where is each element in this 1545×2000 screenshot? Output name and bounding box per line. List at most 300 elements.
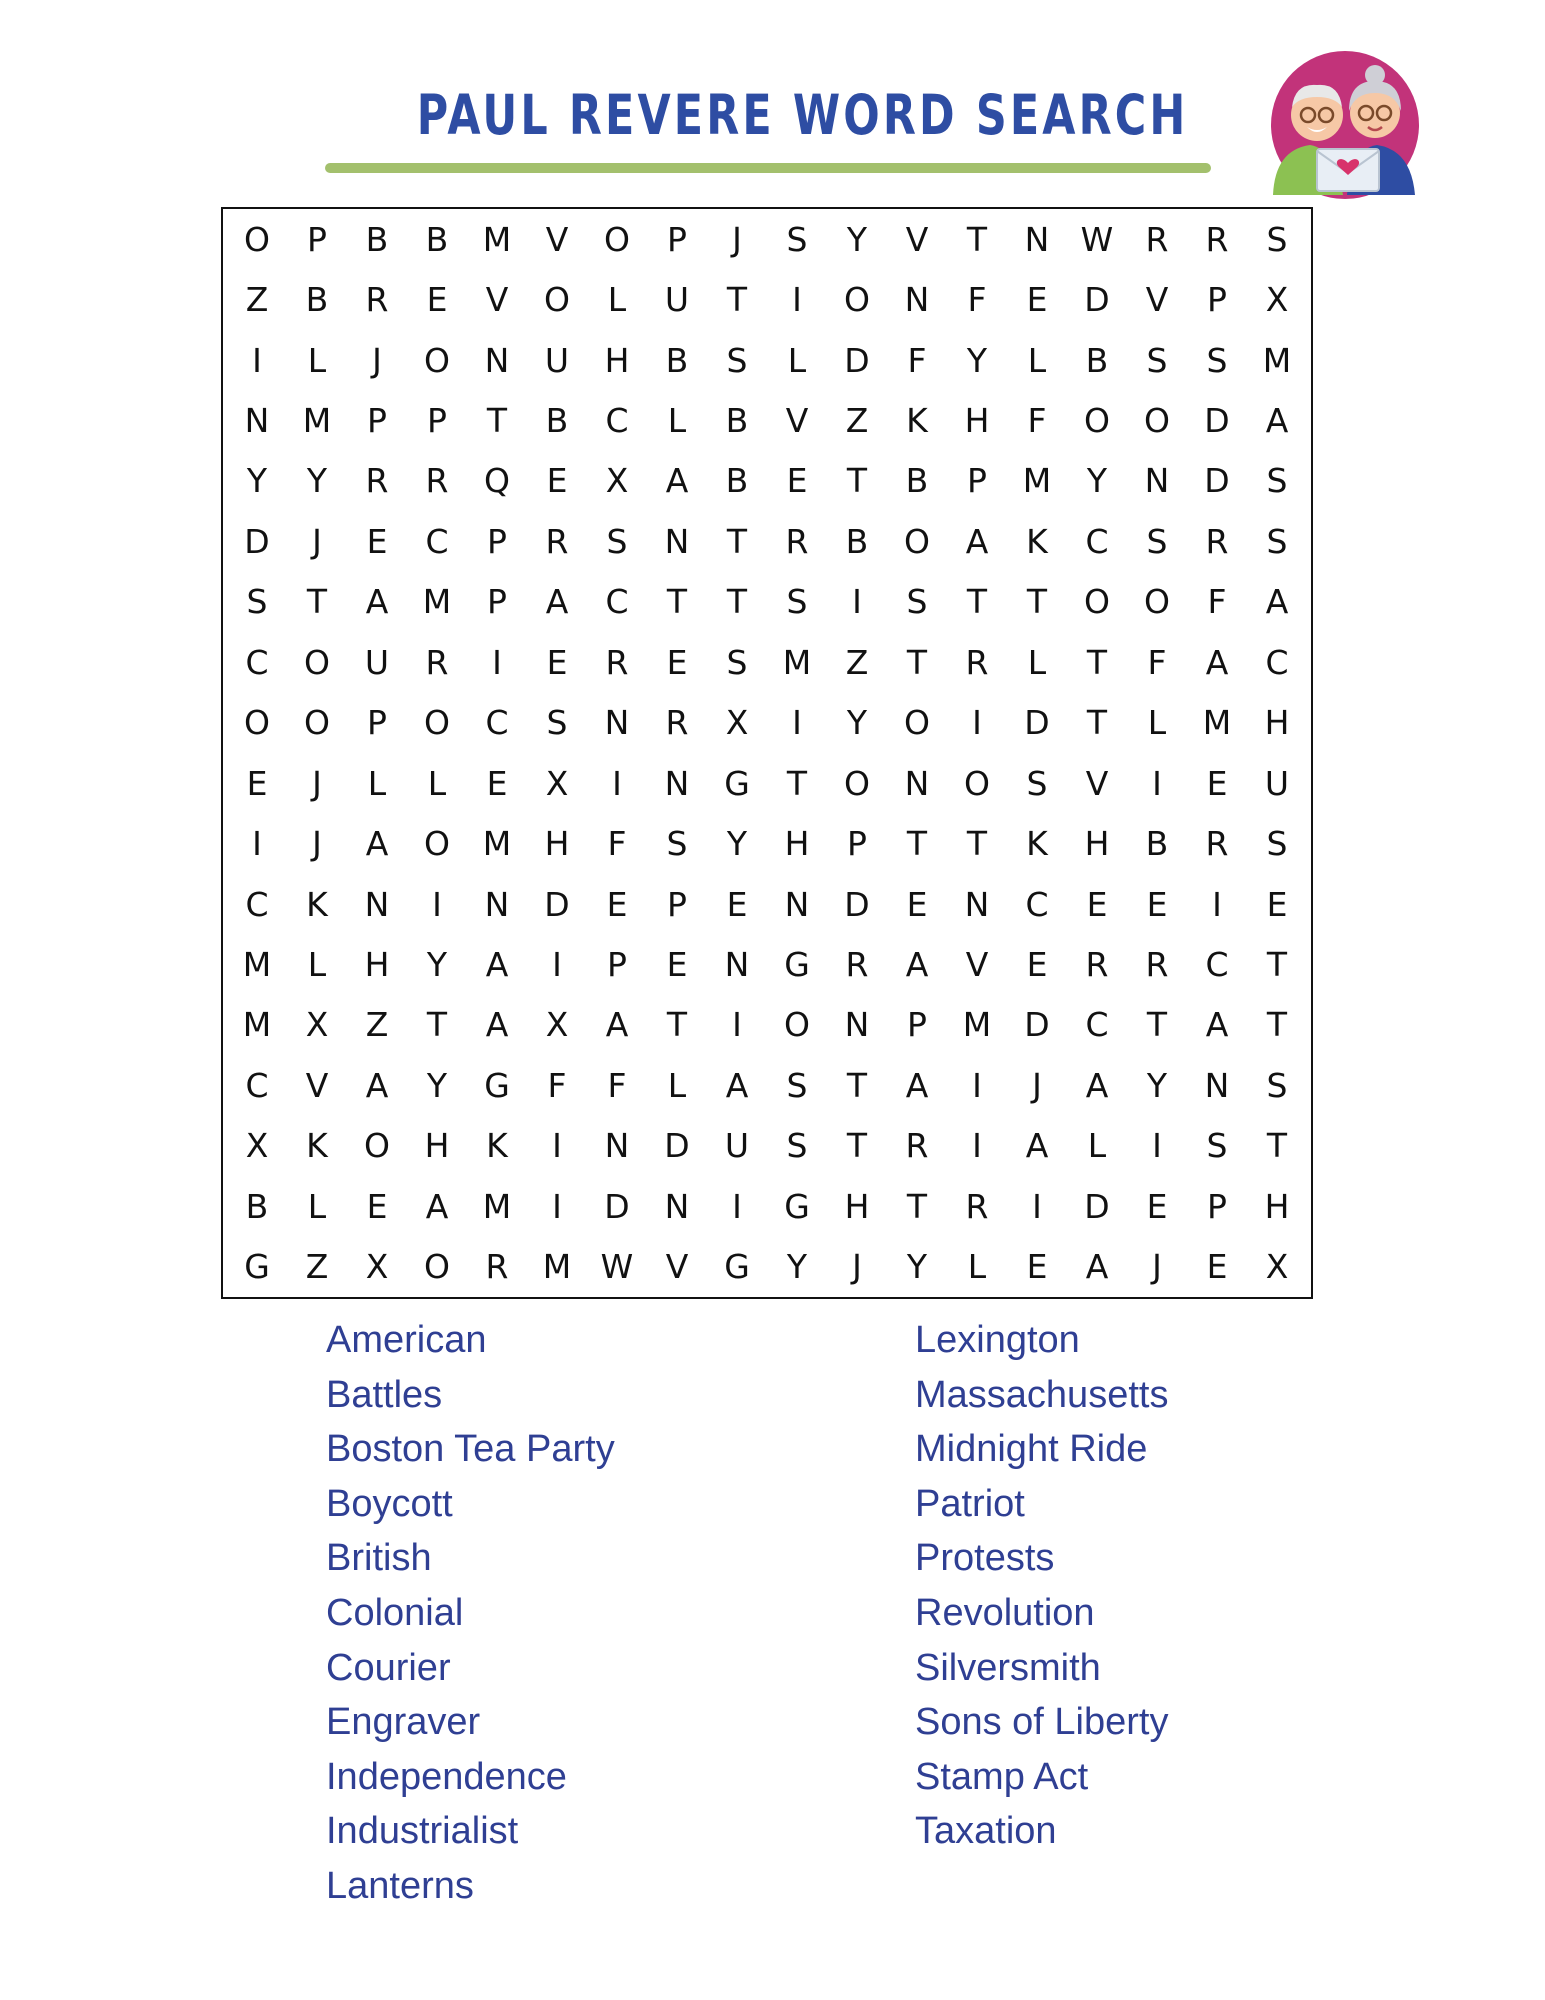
grid-letter: T xyxy=(846,461,868,501)
grid-letter: Y xyxy=(1086,461,1108,501)
grid-letter: O xyxy=(424,1247,450,1287)
grid-letter: R xyxy=(1145,219,1169,259)
grid-letter: S xyxy=(606,521,628,561)
grid-letter: N xyxy=(844,1005,870,1045)
grid-letter: O xyxy=(304,642,330,682)
grid-letter: R xyxy=(665,703,689,743)
grid-letter: T xyxy=(1266,945,1288,985)
grid-letter: X xyxy=(305,1005,329,1045)
grid-letter: B xyxy=(425,219,449,259)
grid-letter: L xyxy=(427,763,447,803)
grid-letter: M xyxy=(1262,340,1292,380)
grid-letter: B xyxy=(725,401,749,441)
grid-letter: N xyxy=(904,280,930,320)
grid-letter: O xyxy=(304,703,330,743)
word-list-item: Boycott xyxy=(326,1482,453,1525)
grid-letter: N xyxy=(604,703,630,743)
grid-letter: I xyxy=(972,703,982,743)
grid-letter: B xyxy=(245,1186,269,1226)
grid-letter: E xyxy=(246,763,268,803)
grid-letter: R xyxy=(605,642,629,682)
grid-letter: A xyxy=(545,582,569,622)
grid-letter: T xyxy=(666,582,688,622)
grid-letter: O xyxy=(1084,401,1110,441)
word-search-grid xyxy=(221,207,1313,1299)
grid-letter: E xyxy=(726,884,748,924)
grid-letter: N xyxy=(604,1126,630,1166)
word-list-item: Massachusetts xyxy=(915,1373,1169,1416)
grid-letter: O xyxy=(424,703,450,743)
grid-letter: P xyxy=(367,401,387,441)
grid-letter: T xyxy=(426,1005,448,1045)
grid-letter: M xyxy=(782,642,812,682)
grid-letter: T xyxy=(786,763,808,803)
grid-letter: L xyxy=(1147,703,1167,743)
grid-letter: A xyxy=(365,582,389,622)
grid-letter: A xyxy=(1205,642,1229,682)
grid-letter: R xyxy=(425,461,449,501)
grid-letter: E xyxy=(666,945,688,985)
word-list-item: Colonial xyxy=(326,1591,464,1634)
grid-letter: N xyxy=(904,763,930,803)
grid-letter: B xyxy=(665,340,689,380)
grid-letter: S xyxy=(1266,521,1288,561)
grid-letter: T xyxy=(906,824,928,864)
grid-letter: B xyxy=(1145,824,1169,864)
grid-letter: L xyxy=(667,401,687,441)
grid-letter: J xyxy=(1032,1065,1042,1105)
grid-letter: C xyxy=(1265,642,1289,682)
grid-letter: E xyxy=(906,884,928,924)
grid-letter: P xyxy=(487,582,507,622)
grid-letter: R xyxy=(1205,824,1229,864)
grid-letter: O xyxy=(904,521,930,561)
grid-letter: O xyxy=(1084,582,1110,622)
grid-letter: D xyxy=(1204,401,1230,441)
grid-letter: U xyxy=(664,280,690,320)
grid-letter: H xyxy=(1084,824,1110,864)
grid-letter: H xyxy=(844,1186,870,1226)
grid-letter: S xyxy=(786,1065,808,1105)
grid-letter: O xyxy=(784,1005,810,1045)
grid-letter: A xyxy=(905,1065,929,1105)
grid-letter: B xyxy=(845,521,869,561)
word-list-right xyxy=(915,1313,1168,1859)
grid-letter: R xyxy=(845,945,869,985)
grid-letter: I xyxy=(972,1065,982,1105)
word-list-item: American xyxy=(326,1319,487,1361)
grid-letter: Y xyxy=(246,461,268,501)
grid-letter: T xyxy=(726,280,748,320)
grid-letter: S xyxy=(1266,1065,1288,1105)
grid-letter: P xyxy=(487,521,507,561)
word-list-item: Engraver xyxy=(326,1701,481,1744)
grid-letter: R xyxy=(1145,945,1169,985)
grid-letter: E xyxy=(546,642,568,682)
grid-letter: O xyxy=(424,340,450,380)
grid-letter: T xyxy=(966,582,988,622)
grid-letter: C xyxy=(425,521,449,561)
word-list-item: Boston Tea Party xyxy=(326,1428,615,1471)
grid-letter: E xyxy=(1026,945,1048,985)
grid-letter: U xyxy=(1264,763,1290,803)
grid-letter: O xyxy=(844,763,870,803)
grid-letter: R xyxy=(485,1247,509,1287)
grid-letter: O xyxy=(904,703,930,743)
grid-letter: O xyxy=(1144,582,1170,622)
grid-letter: P xyxy=(1207,1186,1227,1226)
grid-letter: V xyxy=(1085,763,1109,803)
grid-letter: Y xyxy=(786,1247,808,1287)
grid-letter: B xyxy=(725,461,749,501)
grid-letter: A xyxy=(725,1065,749,1105)
grid-letter: L xyxy=(1027,642,1047,682)
grid-letter: G xyxy=(244,1247,270,1287)
grid-letter: H xyxy=(784,824,810,864)
grid-letter: T xyxy=(306,582,328,622)
grid-letter: K xyxy=(306,1126,328,1166)
grid-letter: Y xyxy=(426,1065,448,1105)
word-list-item: Independence xyxy=(326,1755,567,1798)
grid-letter: M xyxy=(1022,461,1052,501)
grid-letter: N xyxy=(664,763,690,803)
grid-letter: H xyxy=(604,340,630,380)
grid-letter: T xyxy=(1266,1005,1288,1045)
grid-letter: N xyxy=(1204,1065,1230,1105)
grid-letter: X xyxy=(245,1126,269,1166)
grid-letter: A xyxy=(485,945,509,985)
grid-letter: N xyxy=(244,401,270,441)
grid-letter: Y xyxy=(846,219,868,259)
grid-letter: Z xyxy=(845,401,869,441)
grid-letter: B xyxy=(905,461,929,501)
grid-letter: E xyxy=(1206,1247,1228,1287)
grid-letter: S xyxy=(1146,340,1168,380)
grid-letter: M xyxy=(482,219,512,259)
word-list-item: Sons of Liberty xyxy=(915,1701,1169,1744)
grid-letter: C xyxy=(485,703,509,743)
grid-letter: E xyxy=(606,884,628,924)
grid-letter: S xyxy=(1206,1126,1228,1166)
grid-letter: S xyxy=(246,582,268,622)
grid-letter: M xyxy=(482,1186,512,1226)
grid-letter: C xyxy=(245,1065,269,1105)
word-list-item: Stamp Act xyxy=(915,1755,1089,1798)
grid-letter: U xyxy=(364,642,390,682)
grid-letter: O xyxy=(964,763,990,803)
grid-letter: F xyxy=(907,340,927,380)
grid-letter: Q xyxy=(484,461,510,501)
grid-letter: T xyxy=(966,824,988,864)
grid-letter: S xyxy=(666,824,688,864)
grid-letter: I xyxy=(1152,763,1162,803)
grid-letter: N xyxy=(724,945,750,985)
grid-letter: I xyxy=(612,763,622,803)
grid-letter: I xyxy=(732,1186,742,1226)
grid-letter: T xyxy=(1026,582,1048,622)
grid-letter: F xyxy=(607,824,627,864)
grid-letter: S xyxy=(726,340,748,380)
grid-letter: N xyxy=(664,521,690,561)
grid-letter: R xyxy=(905,1126,929,1166)
grid-letter: L xyxy=(1087,1126,1107,1166)
grid-letter: A xyxy=(965,521,989,561)
grid-letter: E xyxy=(1266,884,1288,924)
grid-letter: T xyxy=(726,582,748,622)
grid-letter: H xyxy=(964,401,990,441)
grid-letter: M xyxy=(242,1005,272,1045)
grid-letter: R xyxy=(365,461,389,501)
grid-letter: S xyxy=(1266,824,1288,864)
grid-letter: J xyxy=(1152,1247,1162,1287)
grid-letter: E xyxy=(786,461,808,501)
grid-letter: V xyxy=(665,1247,689,1287)
grid-letter: O xyxy=(244,703,270,743)
grid-letter: I xyxy=(1032,1186,1042,1226)
grid-letter: A xyxy=(1265,582,1289,622)
grid-letter: R xyxy=(1205,521,1229,561)
grid-letter: M xyxy=(422,582,452,622)
grid-letter: R xyxy=(965,642,989,682)
title-underline xyxy=(325,163,1211,173)
grid-letter: R xyxy=(1205,219,1229,259)
grid-letter: G xyxy=(784,1186,810,1226)
grid-letter: C xyxy=(1025,884,1049,924)
word-list-item: British xyxy=(326,1537,432,1580)
grid-letter: P xyxy=(307,219,327,259)
grid-letter: A xyxy=(1205,1005,1229,1045)
grid-letter: N xyxy=(484,884,510,924)
grid-letter: D xyxy=(1204,461,1230,501)
grid-letter: M xyxy=(482,824,512,864)
grid-letter: V xyxy=(785,401,809,441)
grid-letter: S xyxy=(1266,461,1288,501)
grid-letter: M xyxy=(242,945,272,985)
grid-letter: E xyxy=(546,461,568,501)
grid-letter: E xyxy=(1146,1186,1168,1226)
grid-letter: K xyxy=(306,884,328,924)
grid-letter: S xyxy=(786,219,808,259)
grid-letter: K xyxy=(1026,824,1048,864)
grid-letter: S xyxy=(1206,340,1228,380)
grid-letter: H xyxy=(424,1126,450,1166)
grid-letter: E xyxy=(666,642,688,682)
grid-letter: C xyxy=(245,884,269,924)
grid-letter: Y xyxy=(966,340,988,380)
grid-letter: I xyxy=(432,884,442,924)
grid-letter: Y xyxy=(906,1247,928,1287)
grid-letter: J xyxy=(312,763,322,803)
grid-letter: G xyxy=(484,1065,510,1105)
grid-letter: L xyxy=(967,1247,987,1287)
grid-letter: O xyxy=(604,219,630,259)
grid-letter: S xyxy=(786,1126,808,1166)
grid-letter: S xyxy=(1266,219,1288,259)
grid-letter: P xyxy=(667,884,687,924)
grid-letter: O xyxy=(424,824,450,864)
grid-letter: T xyxy=(726,521,748,561)
grid-letter: T xyxy=(1266,1126,1288,1166)
grid-letter: E xyxy=(366,1186,388,1226)
grid-letter: M xyxy=(962,1005,992,1045)
grid-letter: A xyxy=(1085,1247,1109,1287)
grid-letter: X xyxy=(725,703,749,743)
grid-letter: A xyxy=(425,1186,449,1226)
grid-letter: A xyxy=(1085,1065,1109,1105)
grid-letter: C xyxy=(605,582,629,622)
grid-letter: L xyxy=(307,945,327,985)
grid-letter: D xyxy=(1024,703,1050,743)
grid-letter: X xyxy=(365,1247,389,1287)
grid-letter: N xyxy=(1024,219,1050,259)
grid-letter: W xyxy=(1080,219,1114,259)
grid-letter: A xyxy=(485,1005,509,1045)
grid-letter: P xyxy=(367,703,387,743)
grid-letter: I xyxy=(792,280,802,320)
grid-letter: I xyxy=(852,582,862,622)
grid-letter: I xyxy=(492,642,502,682)
grid-letter: T xyxy=(486,401,508,441)
grid-letter: V xyxy=(545,219,569,259)
grid-letter: V xyxy=(965,945,989,985)
grid-letter: H xyxy=(364,945,390,985)
grid-letter: P xyxy=(967,461,987,501)
grid-letter: I xyxy=(1212,884,1222,924)
grid-letter: C xyxy=(1085,1005,1109,1045)
grid-letter: E xyxy=(486,763,508,803)
word-list-item: Protests xyxy=(915,1537,1055,1580)
grid-letter: C xyxy=(245,642,269,682)
grid-letter: F xyxy=(607,1065,627,1105)
grid-letter: C xyxy=(1085,521,1109,561)
grid-letter: I xyxy=(552,1186,562,1226)
grid-letter: O xyxy=(364,1126,390,1166)
grid-letter: T xyxy=(846,1126,868,1166)
grid-letter: B xyxy=(305,280,329,320)
grid-letter: D xyxy=(1084,1186,1110,1226)
grid-letter: R xyxy=(545,521,569,561)
grid-letter: X xyxy=(1265,1247,1289,1287)
grid-letter: S xyxy=(906,582,928,622)
grid-letter: L xyxy=(607,280,627,320)
grid-letter: D xyxy=(844,340,870,380)
grid-letter: I xyxy=(1152,1126,1162,1166)
grid-letter: Z xyxy=(845,642,869,682)
word-list-item: Courier xyxy=(326,1646,451,1689)
grid-letter: D xyxy=(1084,280,1110,320)
grid-letter: A xyxy=(605,1005,629,1045)
grid-letter: J xyxy=(312,521,322,561)
grid-letter: N xyxy=(784,884,810,924)
grid-letter: D xyxy=(1024,1005,1050,1045)
grid-letter: D xyxy=(544,884,570,924)
grid-letter: U xyxy=(544,340,570,380)
word-list-item: Patriot xyxy=(915,1482,1025,1525)
grid-letter: N xyxy=(1144,461,1170,501)
grid-letter: R xyxy=(965,1186,989,1226)
grid-letter: Y xyxy=(426,945,448,985)
grid-letter: Y xyxy=(726,824,748,864)
grid-letter: T xyxy=(906,1186,928,1226)
grid-letter: A xyxy=(1265,401,1289,441)
grid-letter: G xyxy=(784,945,810,985)
grid-letter: J xyxy=(732,219,742,259)
grid-letter: V xyxy=(485,280,509,320)
grid-letter: R xyxy=(1085,945,1109,985)
grid-letter: H xyxy=(1264,703,1290,743)
grid-letter: O xyxy=(244,219,270,259)
word-list-item: Battles xyxy=(326,1373,443,1416)
grid-letter: E xyxy=(1086,884,1108,924)
grid-letter: E xyxy=(366,521,388,561)
page-title: PAUL REVERE WORD SEARCH xyxy=(416,83,1189,147)
word-list-item: Silversmith xyxy=(915,1646,1101,1689)
word-list-item: Revolution xyxy=(915,1591,1095,1634)
grid-letter: E xyxy=(1026,1247,1048,1287)
grid-letter: G xyxy=(724,1247,750,1287)
grid-letter: U xyxy=(724,1126,750,1166)
grid-letter: K xyxy=(1026,521,1048,561)
grid-letter: R xyxy=(785,521,809,561)
grid-letter: S xyxy=(546,703,568,743)
grid-letter: T xyxy=(1086,642,1108,682)
grid-letter: L xyxy=(367,763,387,803)
word-list-item: Lexington xyxy=(915,1319,1080,1361)
grid-letter: H xyxy=(1264,1186,1290,1226)
grid-letter: F xyxy=(1207,582,1227,622)
grid-letter: J xyxy=(852,1247,862,1287)
grid-letter: S xyxy=(1026,763,1048,803)
grid-letter: X xyxy=(605,461,629,501)
grid-letter: D xyxy=(664,1126,690,1166)
grid-letter: B xyxy=(365,219,389,259)
grid-letter: T xyxy=(846,1065,868,1105)
grid-letter: J xyxy=(312,824,322,864)
grid-letter: I xyxy=(552,945,562,985)
grid-letter: Y xyxy=(846,703,868,743)
grid-letter: K xyxy=(486,1126,508,1166)
grid-letter: I xyxy=(972,1126,982,1166)
grid-letter: S xyxy=(786,582,808,622)
grid-letter: F xyxy=(1027,401,1047,441)
grid-letter: A xyxy=(365,824,389,864)
grid-letter: A xyxy=(665,461,689,501)
grid-letter: F xyxy=(967,280,987,320)
word-list-item: Lanterns xyxy=(326,1864,474,1907)
grid-letter: O xyxy=(1144,401,1170,441)
grid-letter: N xyxy=(664,1186,690,1226)
grid-letter: Z xyxy=(245,280,269,320)
grid-letter: G xyxy=(724,763,750,803)
grid-letter: B xyxy=(1085,340,1109,380)
grid-letter: F xyxy=(547,1065,567,1105)
grid-letter: Z xyxy=(365,1005,389,1045)
grid-letter: V xyxy=(1145,280,1169,320)
grid-letter: I xyxy=(792,703,802,743)
grid-letter: N xyxy=(484,340,510,380)
grid-letter: T xyxy=(906,642,928,682)
grid-letter: A xyxy=(1025,1126,1049,1166)
grid-letter: F xyxy=(1147,642,1167,682)
grid-letter: E xyxy=(1026,280,1048,320)
grid-letter: L xyxy=(667,1065,687,1105)
grid-letter: O xyxy=(844,280,870,320)
grid-letter: O xyxy=(544,280,570,320)
grid-letter: Y xyxy=(1146,1065,1168,1105)
grid-letter: R xyxy=(365,280,389,320)
grid-letter: Z xyxy=(305,1247,329,1287)
grid-letter: R xyxy=(425,642,449,682)
